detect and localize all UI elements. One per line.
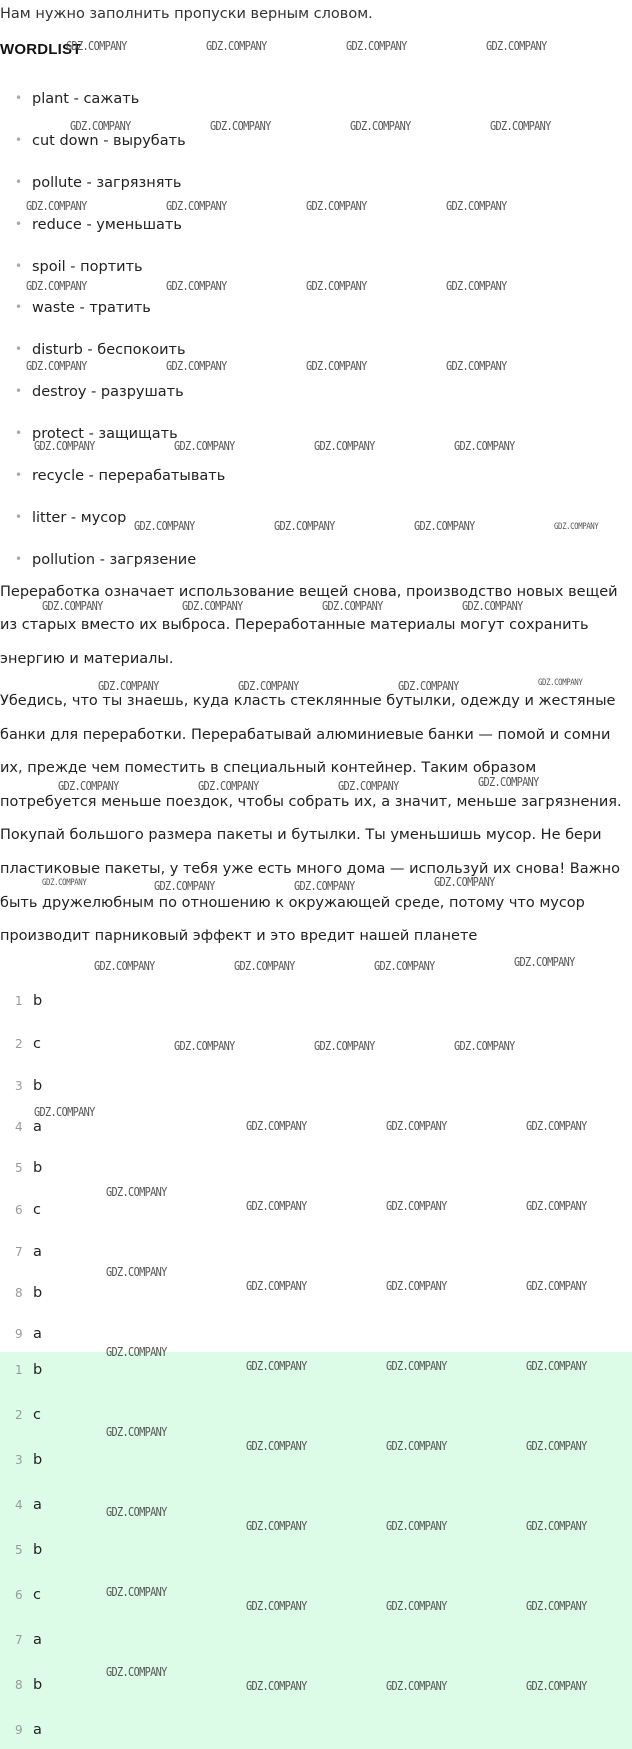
- answer-value: a: [33, 1632, 42, 1648]
- watermark-text: GDZ.COMPANY: [246, 1678, 307, 1693]
- list-item: • pollute - загрязнять: [32, 175, 181, 191]
- watermark-text: GDZ.COMPANY: [166, 358, 227, 373]
- answer-value: a: [33, 1722, 42, 1738]
- watermark-text: GDZ.COMPANY: [206, 38, 267, 53]
- watermark-text: GDZ.COMPANY: [386, 1358, 447, 1373]
- watermark-text: GDZ.COMPANY: [386, 1438, 447, 1453]
- watermark-text: GDZ.COMPANY: [174, 1038, 235, 1053]
- answer-number: 1: [15, 994, 23, 1008]
- answer-number: 1: [15, 1363, 23, 1377]
- watermark-text: GDZ.COMPANY: [174, 438, 235, 453]
- task-instruction: Нам нужно заполнить пропуски верным словом.: [0, 6, 373, 22]
- answer-number: 8: [15, 1286, 23, 1300]
- watermark-text: GDZ.COMPANY: [386, 1198, 447, 1213]
- watermark-text: GDZ.COMPANY: [166, 278, 227, 293]
- answer-value: b: [33, 993, 43, 1009]
- watermark-text: GDZ.COMPANY: [526, 1518, 587, 1533]
- watermark-text: GDZ.COMPANY: [454, 1038, 515, 1053]
- watermark-text: GDZ.COMPANY: [454, 438, 515, 453]
- list-item: • waste - тратить: [32, 300, 151, 316]
- answer-number: 2: [15, 1037, 23, 1051]
- watermark-text: GDZ.COMPANY: [414, 518, 475, 533]
- answers-highlight: [0, 1352, 632, 1749]
- watermark-text: GDZ.COMPANY: [434, 874, 495, 889]
- watermark-text: GDZ.COMPANY: [306, 358, 367, 373]
- list-item: • recycle - перерабатывать: [32, 468, 225, 484]
- list-item: • disturb - беспокоить: [32, 342, 186, 358]
- answer-number: 4: [15, 1120, 23, 1134]
- watermark-text: GDZ.COMPANY: [526, 1358, 587, 1373]
- watermark-text: GDZ.COMPANY: [106, 1504, 167, 1519]
- answer-number: 8: [15, 1678, 23, 1692]
- watermark-text: GDZ.COMPANY: [338, 778, 399, 793]
- answer-value: b: [33, 1285, 43, 1301]
- answer-value: a: [33, 1497, 42, 1513]
- answer-number: 6: [15, 1203, 23, 1217]
- watermark-text: GDZ.COMPANY: [538, 678, 583, 688]
- watermark-text: GDZ.COMPANY: [306, 198, 367, 213]
- watermark-text: GDZ.COMPANY: [26, 278, 87, 293]
- watermark-text: GDZ.COMPANY: [166, 198, 227, 213]
- answer-value: b: [33, 1542, 43, 1558]
- watermark-text: GDZ.COMPANY: [246, 1438, 307, 1453]
- answer-number: 6: [15, 1588, 23, 1602]
- answer-value: c: [33, 1036, 41, 1052]
- answer-value: c: [33, 1587, 41, 1603]
- list-item: • destroy - разрушать: [32, 384, 184, 400]
- answer-number: 3: [15, 1079, 23, 1093]
- watermark-text: GDZ.COMPANY: [98, 678, 159, 693]
- watermark-text: GDZ.COMPANY: [446, 278, 507, 293]
- watermark-text: GDZ.COMPANY: [398, 678, 459, 693]
- answer-value: b: [33, 1677, 43, 1693]
- paragraph-recycling-tips: Убедись, что ты знаешь, куда класть стеклянные бутылки, одежду и жестяные банки для переработки. Перерабатывай алюминиевые банки — помой и сомни их, прежде чем поместить в специальный контейнер. Таким образом потребуется меньше поездок, чтобы собрать их, а значит, меньше загрязнения. Покупай большого размера пакеты и бутылки. Ты уменьшишь мусор. Не бери пластиковые пакеты, у тебя уже есть много дома — используй их снова! Важно быть дружелюбным по отношению к окружающей среде, потому что мусор производит парниковый эффект и это вредит нашей планете: [0, 693, 622, 945]
- answer-number: 5: [15, 1161, 23, 1175]
- watermark-text: GDZ.COMPANY: [314, 1038, 375, 1053]
- watermark-text: GDZ.COMPANY: [246, 1118, 307, 1133]
- watermark-text: GDZ.COMPANY: [374, 958, 435, 973]
- watermark-text: GDZ.COMPANY: [246, 1598, 307, 1613]
- list-item: • reduce - уменьшать: [32, 217, 182, 233]
- watermark-text: GDZ.COMPANY: [106, 1584, 167, 1599]
- paragraph-recycling-definition: Переработка означает использование вещей снова, производство новых вещей из старых вместо их выброса. Переработанные материалы могут сохранить энергию и материалы.: [0, 584, 618, 667]
- watermark-text: GDZ.COMPANY: [34, 438, 95, 453]
- watermark-text: GDZ.COMPANY: [314, 438, 375, 453]
- answer-value: a: [33, 1326, 42, 1342]
- watermark-text: GDZ.COMPANY: [554, 522, 599, 532]
- watermark-text: GDZ.COMPANY: [294, 878, 355, 893]
- answer-value: b: [33, 1362, 43, 1378]
- list-item: • protect - защищать: [32, 426, 178, 442]
- watermark-text: GDZ.COMPANY: [246, 1198, 307, 1213]
- watermark-text: GDZ.COMPANY: [234, 958, 295, 973]
- watermark-text: GDZ.COMPANY: [34, 1104, 95, 1119]
- watermark-text: GDZ.COMPANY: [26, 358, 87, 373]
- watermark-text: GDZ.COMPANY: [58, 778, 119, 793]
- watermark-text: GDZ.COMPANY: [66, 38, 127, 53]
- watermark-text: GDZ.COMPANY: [26, 198, 87, 213]
- watermark-text: GDZ.COMPANY: [478, 774, 539, 789]
- answer-number: 9: [15, 1723, 23, 1737]
- answer-number: 5: [15, 1543, 23, 1557]
- watermark-text: GDZ.COMPANY: [106, 1184, 167, 1199]
- answer-number: 3: [15, 1453, 23, 1467]
- watermark-text: GDZ.COMPANY: [106, 1664, 167, 1679]
- answer-value: b: [33, 1078, 43, 1094]
- answer-value: a: [33, 1244, 42, 1260]
- watermark-text: GDZ.COMPANY: [346, 38, 407, 53]
- watermark-text: GDZ.COMPANY: [210, 118, 271, 133]
- watermark-text: GDZ.COMPANY: [274, 518, 335, 533]
- watermark-text: GDZ.COMPANY: [238, 678, 299, 693]
- watermark-text: GDZ.COMPANY: [526, 1198, 587, 1213]
- watermark-text: GDZ.COMPANY: [322, 598, 383, 613]
- watermark-text: GDZ.COMPANY: [526, 1598, 587, 1613]
- watermark-text: GDZ.COMPANY: [386, 1278, 447, 1293]
- watermark-text: GDZ.COMPANY: [446, 358, 507, 373]
- answer-number: 4: [15, 1498, 23, 1512]
- answer-value: c: [33, 1202, 41, 1218]
- watermark-text: GDZ.COMPANY: [386, 1678, 447, 1693]
- watermark-text: GDZ.COMPANY: [526, 1278, 587, 1293]
- watermark-text: GDZ.COMPANY: [526, 1438, 587, 1453]
- watermark-text: GDZ.COMPANY: [462, 598, 523, 613]
- answer-value: b: [33, 1452, 43, 1468]
- watermark-text: GDZ.COMPANY: [446, 198, 507, 213]
- answer-value: b: [33, 1160, 43, 1176]
- list-item: • pollution - загрязение: [32, 552, 196, 568]
- watermark-text: GDZ.COMPANY: [306, 278, 367, 293]
- list-item: • litter - мусор: [32, 510, 126, 526]
- wordlist-heading: WORDLIST: [0, 41, 82, 58]
- watermark-text: GDZ.COMPANY: [134, 518, 195, 533]
- answer-value: a: [33, 1119, 42, 1135]
- list-item: • spoil - портить: [32, 259, 143, 275]
- watermark-text: GDZ.COMPANY: [490, 118, 551, 133]
- watermark-text: GDZ.COMPANY: [70, 118, 131, 133]
- watermark-text: GDZ.COMPANY: [42, 878, 87, 888]
- answer-number: 7: [15, 1245, 23, 1259]
- watermark-text: GDZ.COMPANY: [106, 1264, 167, 1279]
- watermark-text: GDZ.COMPANY: [246, 1358, 307, 1373]
- watermark-text: GDZ.COMPANY: [154, 878, 215, 893]
- answer-number: 9: [15, 1327, 23, 1341]
- watermark-text: GDZ.COMPANY: [514, 954, 575, 969]
- list-item: • cut down - вырубать: [32, 133, 186, 149]
- watermark-text: GDZ.COMPANY: [198, 778, 259, 793]
- watermark-text: GDZ.COMPANY: [386, 1118, 447, 1133]
- answer-value: c: [33, 1407, 41, 1423]
- watermark-text: GDZ.COMPANY: [526, 1678, 587, 1693]
- watermark-text: GDZ.COMPANY: [182, 598, 243, 613]
- watermark-text: GDZ.COMPANY: [106, 1344, 167, 1359]
- list-item: • plant - сажать: [32, 91, 139, 107]
- watermark-text: GDZ.COMPANY: [386, 1518, 447, 1533]
- answer-number: 2: [15, 1408, 23, 1422]
- watermark-text: GDZ.COMPANY: [526, 1118, 587, 1133]
- watermark-text: GDZ.COMPANY: [350, 118, 411, 133]
- watermark-text: GDZ.COMPANY: [246, 1278, 307, 1293]
- watermark-text: GDZ.COMPANY: [246, 1518, 307, 1533]
- answer-number: 7: [15, 1633, 23, 1647]
- watermark-text: GDZ.COMPANY: [106, 1424, 167, 1439]
- watermark-text: GDZ.COMPANY: [94, 958, 155, 973]
- watermark-text: GDZ.COMPANY: [386, 1598, 447, 1613]
- watermark-text: GDZ.COMPANY: [486, 38, 547, 53]
- watermark-text: GDZ.COMPANY: [42, 598, 103, 613]
